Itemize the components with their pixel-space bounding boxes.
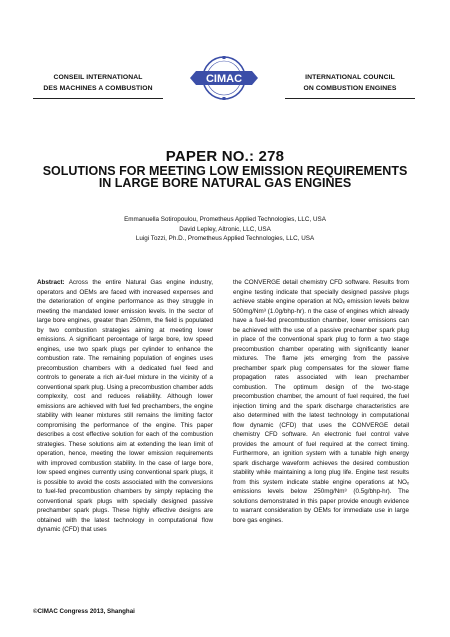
author-line: Emmanuella Sotiropoulou, Prometheus Applied Technologies, LLC, USA <box>124 216 326 223</box>
abstract-column-left <box>37 278 213 535</box>
paper-number: PAPER NO.: 278 <box>165 148 285 165</box>
author-line: David Lepley, Altronic, LLC, USA <box>179 225 271 233</box>
cimac-logo <box>174 56 274 100</box>
header-left-line1: CONSEIL INTERNATIONAL <box>53 74 143 81</box>
logo-text: CIMAC <box>205 73 243 85</box>
header-right-rule <box>285 98 415 99</box>
header-right-line2: ON COMBUSTION ENGINES <box>303 85 397 92</box>
abstract-label: Abstract: <box>37 279 65 286</box>
abstract-column-right <box>233 278 409 525</box>
header-right-line1: INTERNATIONAL COUNCIL <box>305 74 395 81</box>
abstract-text-right: the CONVERGE detail chemistry CFD software. Results from engine testing indicate that specially designed passive plugs achieve stable engine operation at NOₓ emission levels below 500mg/Nm³ (1.0g/bhp-hr). n the case of engines which already have a fuel-fed precombustion chamber, lower emissions can be achieved with the use of a passive prechamber spark plug in place of the conventional spark plug to form a two stage precombustion chamber operating with significantly leaner mixtures. The flame jets emerging from the passive prechamber spark plug compensates for the slower flame propagation rates associated with lean prechamber combustion. The optimum design of the two-stage precombustion chamber, the amount of fuel required, the fuel injection timing and the spark discharge characteristics are also determined with the latest technology in computational flow dynamic (CFD) that uses the CONVERGE detail chemistry CFD software. An electronic fuel control valve provides the amount of fuel required at the correct timing. Furthermore, an ignition system with a tunable high energy spark discharge waveform achieves the desired combustion stability while maintaining a long plug life. Engine test results from this system indicate stable engine operations at NOₓ emissions levels below 250mg/Nm³ (0.5g/bhp-hr). The solutions demonstrated in this paper provide enough evidence to warrant consideration by OEMs for immediate use in large bore gas engines. <box>233 279 409 524</box>
author-list <box>0 215 450 244</box>
footer-copyright: ©CIMAC Congress 2013, Shanghai <box>33 608 135 615</box>
author-line: Luigi Tozzi, Ph.D., Prometheus Applied Technologies, LLC, USA <box>135 235 315 242</box>
abstract-text-left: Across the entire Natural Gas engine industry, operators and OEMs are faced with increased expenses and the deterioration of engine performance as they struggle in meeting the mandated lower emission levels. In the sector of large bore engines, greater than 250mm, the field is populated by two combustion strategies aiming at meeting lower emissions. A significant percentage of large bore, low speed engines, use two spark plugs per cylinder to enhance the combustion rate. The remaining population of engines uses precombustion chambers with a dedicated fuel feed and controls to generate a rich air-fuel mixture in the vicinity of a conventional spark plug. Using a precombustion chamber adds complexity, cost and reduces reliability. Although lower emissions are achieved with fuel fed prechambers, the engine stability with leaner mixtures still remains the limiting factor compromising the performance of the engine. This paper describes a cost effective solution for each of the combustion strategies. These solutions aim at extending the lean limit of operation, hence, meeting the lower emission requirements with improved combustion stability. In the case of large bore, low speed engines currently using conventional spark plugs, it is possible to avoid the costs associated with the conversions to fuel-fed precombustion chambers by simply replacing the conventional spark plugs with specially designed passive prechamber spark plugs. These highly effective designs are obtained with the latest technology in computational flow dynamic (CFD) that uses <box>37 279 213 533</box>
paper-title: SOLUTIONS FOR MEETING LOW EMISSION REQUIREMENTS IN LARGE BORE NATURAL GAS ENGINES <box>42 164 408 190</box>
header-left-rule <box>33 98 163 99</box>
header-left-line2: DES MACHINES A COMBUSTION <box>43 85 153 92</box>
header-right-org <box>285 72 415 94</box>
header-left-org <box>33 72 163 94</box>
